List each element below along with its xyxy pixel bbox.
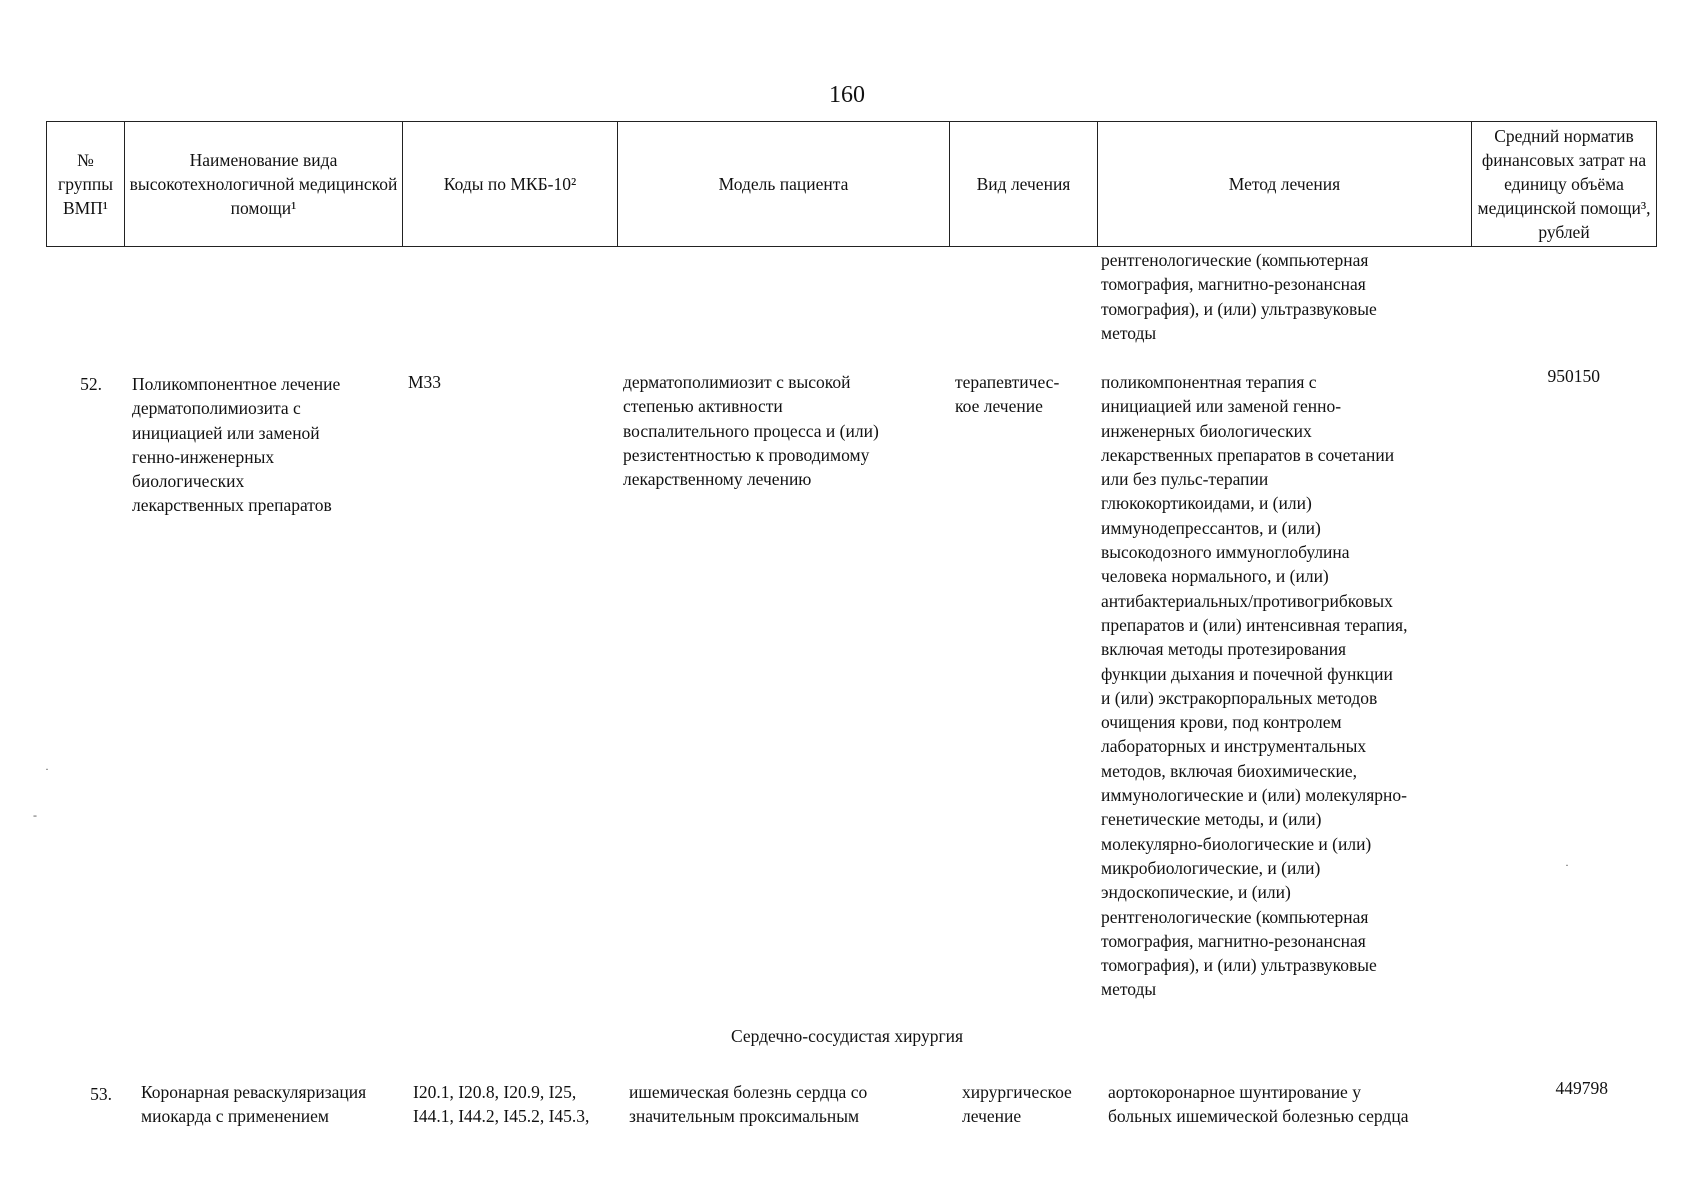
scan-speck: · <box>1565 858 1569 872</box>
page-number: 160 <box>829 82 865 108</box>
treatment-line: кое лечение <box>955 396 1043 417</box>
method-line: очищения крови, под контролем <box>1101 712 1342 733</box>
method-line: томография, магнитно-резонансная <box>1101 930 1366 951</box>
model-line: лекарственному лечению <box>623 469 812 490</box>
model-line: ишемическая болезнь сердца со <box>629 1082 868 1102</box>
method-line: томография), и (или) ультразвуковые <box>1101 955 1377 976</box>
method-line: эндоскопические, и (или) <box>1101 882 1291 903</box>
name-line: миокарда с применением <box>141 1106 329 1127</box>
header-care-type-name: Наименование вида высокотехнологичной медицинской помощи¹ <box>125 122 403 247</box>
method-line: томография), и (или) ультразвуковые <box>1101 298 1377 319</box>
row-53-number: 53. <box>90 1084 112 1104</box>
row-53-method <box>1108 1080 1408 1129</box>
method-line: препаратов и (или) интенсивная терапия, <box>1101 614 1408 635</box>
scan-speck: - <box>33 808 37 822</box>
row-52-cost: 950150 <box>1547 366 1600 386</box>
row-52-patient-model <box>623 370 879 491</box>
method-line: иммунологические и (или) молекулярно- <box>1101 785 1407 806</box>
method-line: рентгенологические (компьютерная <box>1101 250 1369 270</box>
name-line: инициацией или заменой <box>132 422 320 443</box>
name-line: лекарственных препаратов <box>132 495 332 516</box>
treatment-line: терапевтичес- <box>955 372 1060 392</box>
method-line: методов, включая биохимические, <box>1101 760 1357 781</box>
method-line: методы <box>1101 979 1157 1000</box>
method-line: или без пульс-терапии <box>1101 469 1269 490</box>
method-continuation <box>1101 248 1377 345</box>
header-icd-codes: Коды по МКБ-10² <box>403 122 618 247</box>
row-53-patient-model <box>629 1080 867 1129</box>
row-52-codes <box>408 370 441 394</box>
method-line: томография, магнитно-резонансная <box>1101 274 1366 295</box>
row-52-name <box>132 372 340 518</box>
method-line: аортокоронарное шунтирование у <box>1108 1082 1361 1102</box>
model-line: резистентностью к проводимому <box>623 444 870 465</box>
method-line: включая методы протезирования <box>1101 639 1347 660</box>
method-line: микробиологические, и (или) <box>1101 857 1321 878</box>
method-line: высокодозного иммуноглобулина <box>1101 542 1350 563</box>
method-line: лекарственных препаратов в сочетании <box>1101 444 1395 465</box>
method-line: молекулярно-биологические и (или) <box>1101 833 1372 854</box>
header-average-cost: Средний норматив финансовых затрат на единицу объёма медицинской помощи³, рублей <box>1472 122 1657 247</box>
header-patient-model: Модель пациента <box>618 122 950 247</box>
method-line: иммунодепрессантов, и (или) <box>1101 517 1321 538</box>
method-line: лабораторных и инструментальных <box>1101 736 1367 757</box>
row-52-treatment-type <box>955 370 1059 419</box>
method-line: поликомпонентная терапия с <box>1101 372 1317 392</box>
method-line: антибактериальных/противогрибковых <box>1101 590 1393 611</box>
name-line: Коронарная реваскуляризация <box>141 1082 367 1102</box>
row-52-method <box>1101 370 1407 1002</box>
method-line: инженерных биологических <box>1101 420 1312 441</box>
model-line: воспалительного процесса и (или) <box>623 420 879 441</box>
method-line: инициацией или заменой генно- <box>1101 396 1342 417</box>
method-line: глюкокортикоидами, и (или) <box>1101 493 1312 514</box>
method-line: рентгенологические (компьютерная <box>1101 906 1369 927</box>
codes-line: I20.1, I20.8, I20.9, I25, <box>413 1082 577 1102</box>
codes-line: I44.1, I44.2, I45.2, I45.3, <box>413 1106 590 1127</box>
method-line: функции дыхания и почечной функции <box>1101 663 1393 684</box>
treatment-line: хирургическое <box>962 1082 1072 1102</box>
method-line: и (или) экстракорпоральных методов <box>1101 687 1378 708</box>
name-line: биологических <box>132 471 245 492</box>
row-53-treatment-type <box>962 1080 1072 1129</box>
row-53-name <box>141 1080 366 1129</box>
header-treatment-type: Вид лечения <box>950 122 1098 247</box>
method-line: методы <box>1101 322 1157 343</box>
method-line: человека нормального, и (или) <box>1101 566 1329 587</box>
row-53-cost: 449798 <box>1555 1078 1608 1098</box>
method-line: генетические методы, и (или) <box>1101 809 1322 830</box>
treatment-line: лечение <box>962 1106 1022 1127</box>
codes-line: M33 <box>408 372 442 392</box>
scan-speck: · <box>45 762 49 776</box>
row-52-number: 52. <box>80 374 102 394</box>
model-line: значительным проксимальным <box>629 1106 860 1127</box>
model-line: степенью активности <box>623 396 783 417</box>
model-line: дерматополимиозит с высокой <box>623 372 851 392</box>
header-group-number: № группы ВМП¹ <box>47 122 125 247</box>
header-treatment-method: Метод лечения <box>1098 122 1472 247</box>
method-line: больных ишемической болезнью сердца <box>1108 1106 1409 1127</box>
name-line: дерматополимиозита с <box>132 398 301 419</box>
name-line: Поликомпонентное лечение <box>132 374 341 394</box>
name-line: генно-инженерных <box>132 446 275 467</box>
row-53-codes <box>413 1080 589 1129</box>
section-title: Сердечно-сосудистая хирургия <box>730 1026 964 1046</box>
table-header <box>46 121 1657 247</box>
